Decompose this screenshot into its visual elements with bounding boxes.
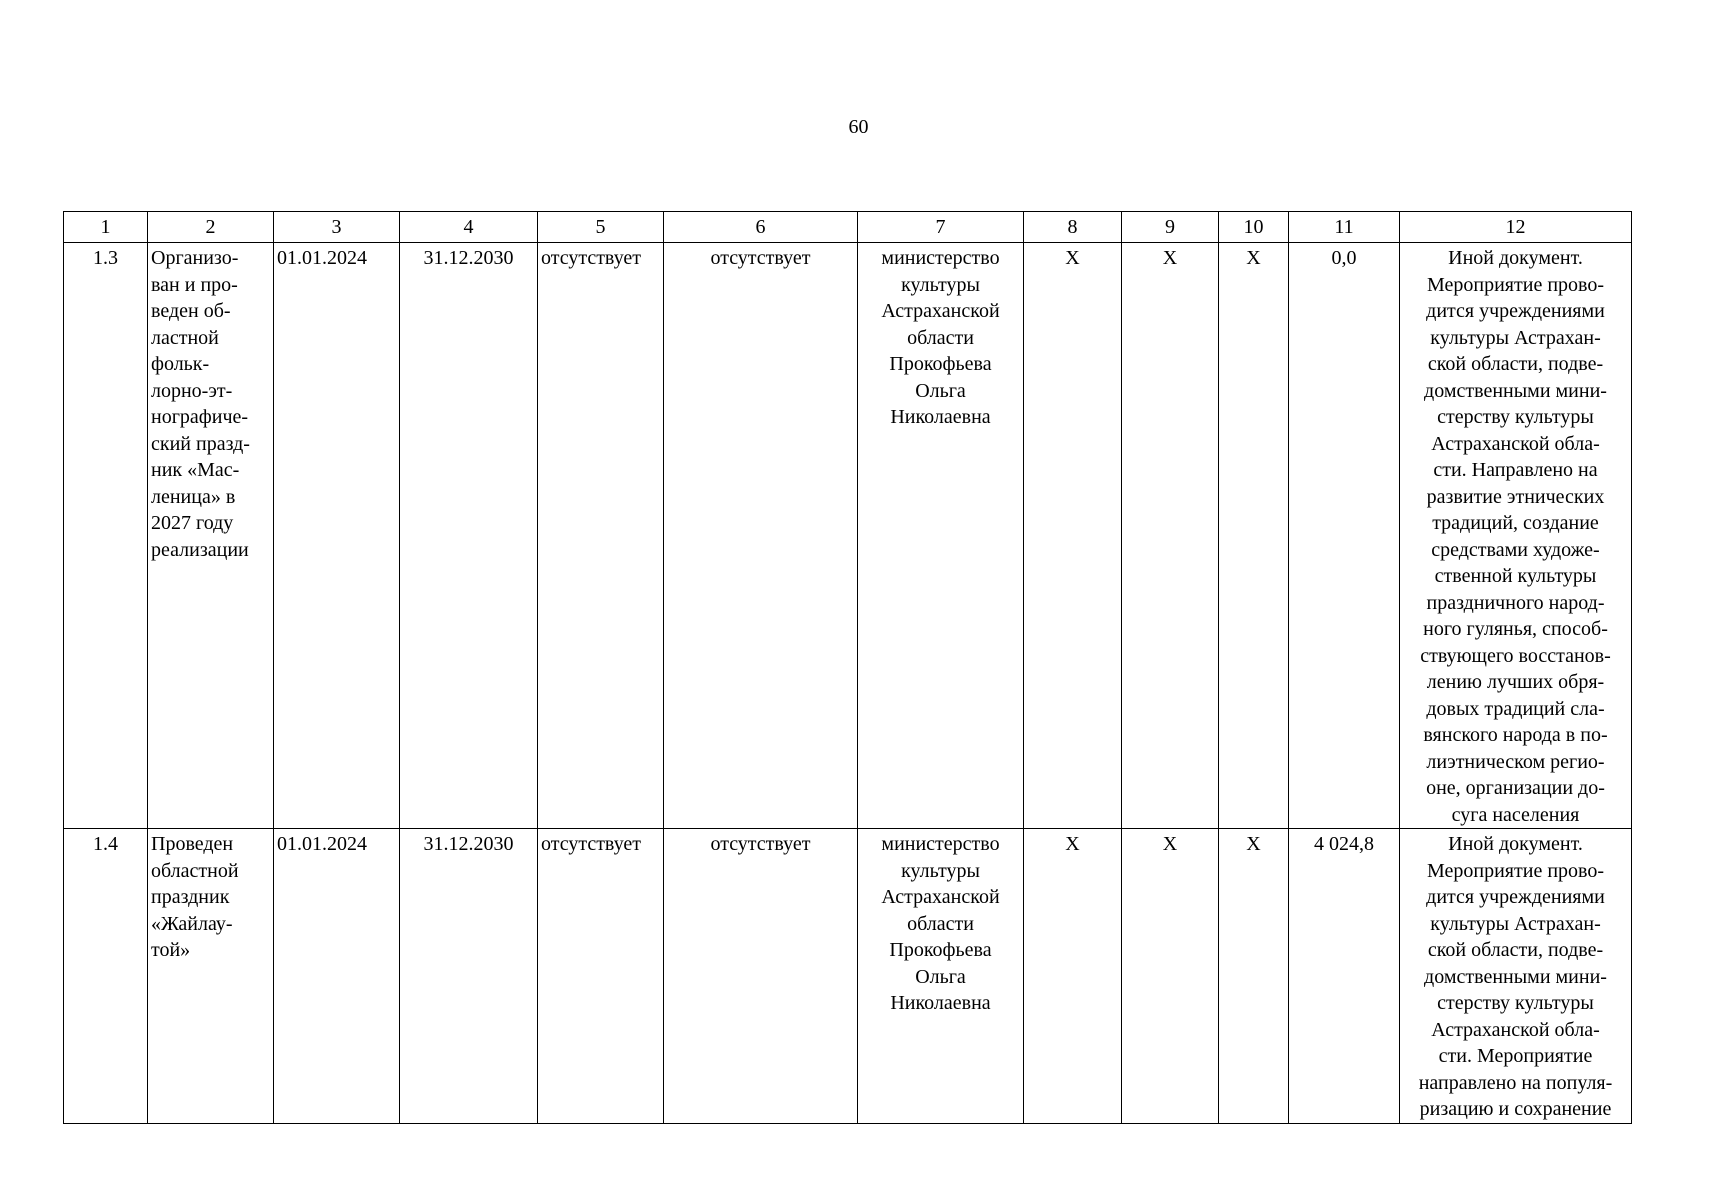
header-cell-4: 4 bbox=[400, 212, 538, 243]
note-line: Астраханской обла- bbox=[1431, 1018, 1600, 1041]
header-cell-3: 3 bbox=[274, 212, 400, 243]
note-line: ного гулянья, способ- bbox=[1423, 618, 1608, 640]
responsible-line: культуры bbox=[901, 859, 980, 882]
note-line: Мероприятие прово- bbox=[1427, 273, 1604, 296]
column-9-cell: X bbox=[1122, 243, 1219, 829]
header-cell-12: 12 bbox=[1400, 212, 1632, 243]
event-name-line: ник «Мас- bbox=[151, 459, 240, 481]
responsible-line: Астраханской bbox=[881, 300, 1000, 322]
note-line: праздничного народ- bbox=[1426, 591, 1605, 614]
responsible-line: Прокофьева bbox=[889, 939, 992, 961]
header-cell-2: 2 bbox=[148, 212, 274, 243]
column-8-cell: X bbox=[1024, 243, 1122, 829]
responsible-line: Ольга bbox=[915, 379, 966, 402]
event-name-line: ластной bbox=[151, 326, 219, 349]
note-line: ризацию и сохранение bbox=[1419, 1098, 1612, 1120]
event-name-line: 2027 году bbox=[151, 512, 234, 534]
responsible-line: Ольга bbox=[915, 965, 966, 988]
start-date-cell: 01.01.2024 bbox=[274, 243, 400, 829]
header-cell-7: 7 bbox=[858, 212, 1024, 243]
note-line: дится учреждениями bbox=[1426, 300, 1605, 322]
note-line: домственными мини- bbox=[1424, 965, 1607, 988]
table-row-1-4 bbox=[64, 829, 1632, 1124]
header-cell-10: 10 bbox=[1219, 212, 1289, 243]
header-cell-6: 6 bbox=[664, 212, 858, 243]
event-name-line: той» bbox=[151, 939, 191, 961]
event-name-line: областной bbox=[151, 859, 239, 882]
note-line: суга населения bbox=[1451, 803, 1580, 826]
note-line: ской области, подве- bbox=[1427, 353, 1604, 375]
note-line: дится учреждениями bbox=[1426, 886, 1605, 908]
event-name-line: «Жайлау- bbox=[151, 912, 233, 935]
event-name-line: нографиче- bbox=[151, 406, 249, 428]
responsible-cell bbox=[858, 243, 1024, 829]
responsible-line: Астраханской bbox=[881, 886, 1000, 908]
header-row bbox=[64, 212, 1632, 243]
responsible-line: культуры bbox=[901, 273, 980, 296]
responsible-line: министерство bbox=[881, 247, 1000, 269]
note-line: оне, организации до- bbox=[1426, 777, 1605, 799]
table-row-1-3 bbox=[64, 243, 1632, 829]
program-table bbox=[63, 211, 1632, 1124]
note-line: домственными мини- bbox=[1424, 379, 1607, 402]
note-line: традиций, создание bbox=[1432, 512, 1599, 534]
responsible-cell bbox=[858, 829, 1024, 1124]
note-line: Иной документ. bbox=[1448, 247, 1583, 269]
header-cell-5: 5 bbox=[538, 212, 664, 243]
note-line: лению лучших обря- bbox=[1426, 671, 1605, 693]
note-line: довых традиций сла- bbox=[1426, 697, 1605, 720]
column-9-cell: X bbox=[1122, 829, 1219, 1124]
header-cell-9: 9 bbox=[1122, 212, 1219, 243]
event-name-line: лорно-эт- bbox=[151, 379, 233, 402]
responsible-line: Николаевна bbox=[890, 992, 991, 1014]
note-line: сти. Направлено на bbox=[1433, 459, 1598, 481]
end-date-cell: 31.12.2030 bbox=[400, 829, 538, 1124]
start-date-cell: 01.01.2024 bbox=[274, 829, 400, 1124]
note-line: Астраханской обла- bbox=[1431, 432, 1600, 455]
note-line: ской области, подве- bbox=[1427, 939, 1604, 961]
column-10-cell: X bbox=[1219, 829, 1289, 1124]
event-name-line: ский празд- bbox=[151, 432, 250, 455]
column-5-cell: отсутствует bbox=[538, 829, 664, 1124]
row-number-cell: 1.3 bbox=[64, 243, 148, 829]
responsible-line: Николаевна bbox=[890, 406, 991, 428]
note-line: стерству культуры bbox=[1437, 406, 1594, 428]
event-name-line: фольк- bbox=[151, 353, 210, 375]
event-name-cell bbox=[148, 243, 274, 829]
event-name-cell bbox=[148, 829, 274, 1124]
note-line: стерству культуры bbox=[1437, 992, 1594, 1014]
note-line: сти. Мероприятие bbox=[1438, 1045, 1593, 1067]
note-line: развитие этнических bbox=[1426, 485, 1605, 508]
note-line: культуры Астрахан- bbox=[1430, 912, 1601, 935]
header-cell-11: 11 bbox=[1289, 212, 1400, 243]
responsible-line: области bbox=[907, 326, 974, 349]
column-6-cell: отсутствует bbox=[664, 829, 858, 1124]
event-name-line: леница» в bbox=[151, 485, 236, 508]
row-number-cell: 1.4 bbox=[64, 829, 148, 1124]
amount-cell: 0,0 bbox=[1289, 243, 1400, 829]
amount-cell: 4 024,8 bbox=[1289, 829, 1400, 1124]
column-6-cell: отсутствует bbox=[664, 243, 858, 829]
event-name-line: ван и про- bbox=[151, 273, 238, 296]
event-name-line: праздник bbox=[151, 886, 230, 908]
note-line: лиэтническом регио- bbox=[1426, 750, 1605, 773]
responsible-line: министерство bbox=[881, 833, 1000, 855]
note-line: Иной документ. bbox=[1448, 833, 1583, 855]
note-line: ственной культуры bbox=[1434, 565, 1597, 587]
header-cell-8: 8 bbox=[1024, 212, 1122, 243]
event-name-line: Организо- bbox=[151, 247, 239, 269]
end-date-cell: 31.12.2030 bbox=[400, 243, 538, 829]
note-line: средствами художе- bbox=[1431, 538, 1600, 561]
note-line: направлено на популя- bbox=[1418, 1071, 1613, 1094]
note-line: ствующего восстанов- bbox=[1420, 644, 1611, 667]
event-name-line: реализации bbox=[151, 538, 249, 561]
note-cell bbox=[1400, 829, 1632, 1124]
column-10-cell: X bbox=[1219, 243, 1289, 829]
note-cell bbox=[1400, 243, 1632, 829]
note-line: Мероприятие прово- bbox=[1427, 859, 1604, 882]
note-line: вянского народа в по- bbox=[1423, 724, 1608, 746]
responsible-line: Прокофьева bbox=[889, 353, 992, 375]
event-name-line: веден об- bbox=[151, 300, 231, 322]
page-number: 60 bbox=[848, 116, 869, 138]
column-8-cell: X bbox=[1024, 829, 1122, 1124]
column-5-cell: отсутствует bbox=[538, 243, 664, 829]
note-line: культуры Астрахан- bbox=[1430, 326, 1601, 349]
responsible-line: области bbox=[907, 912, 974, 935]
event-name-line: Проведен bbox=[151, 833, 234, 855]
header-cell-1: 1 bbox=[64, 212, 148, 243]
